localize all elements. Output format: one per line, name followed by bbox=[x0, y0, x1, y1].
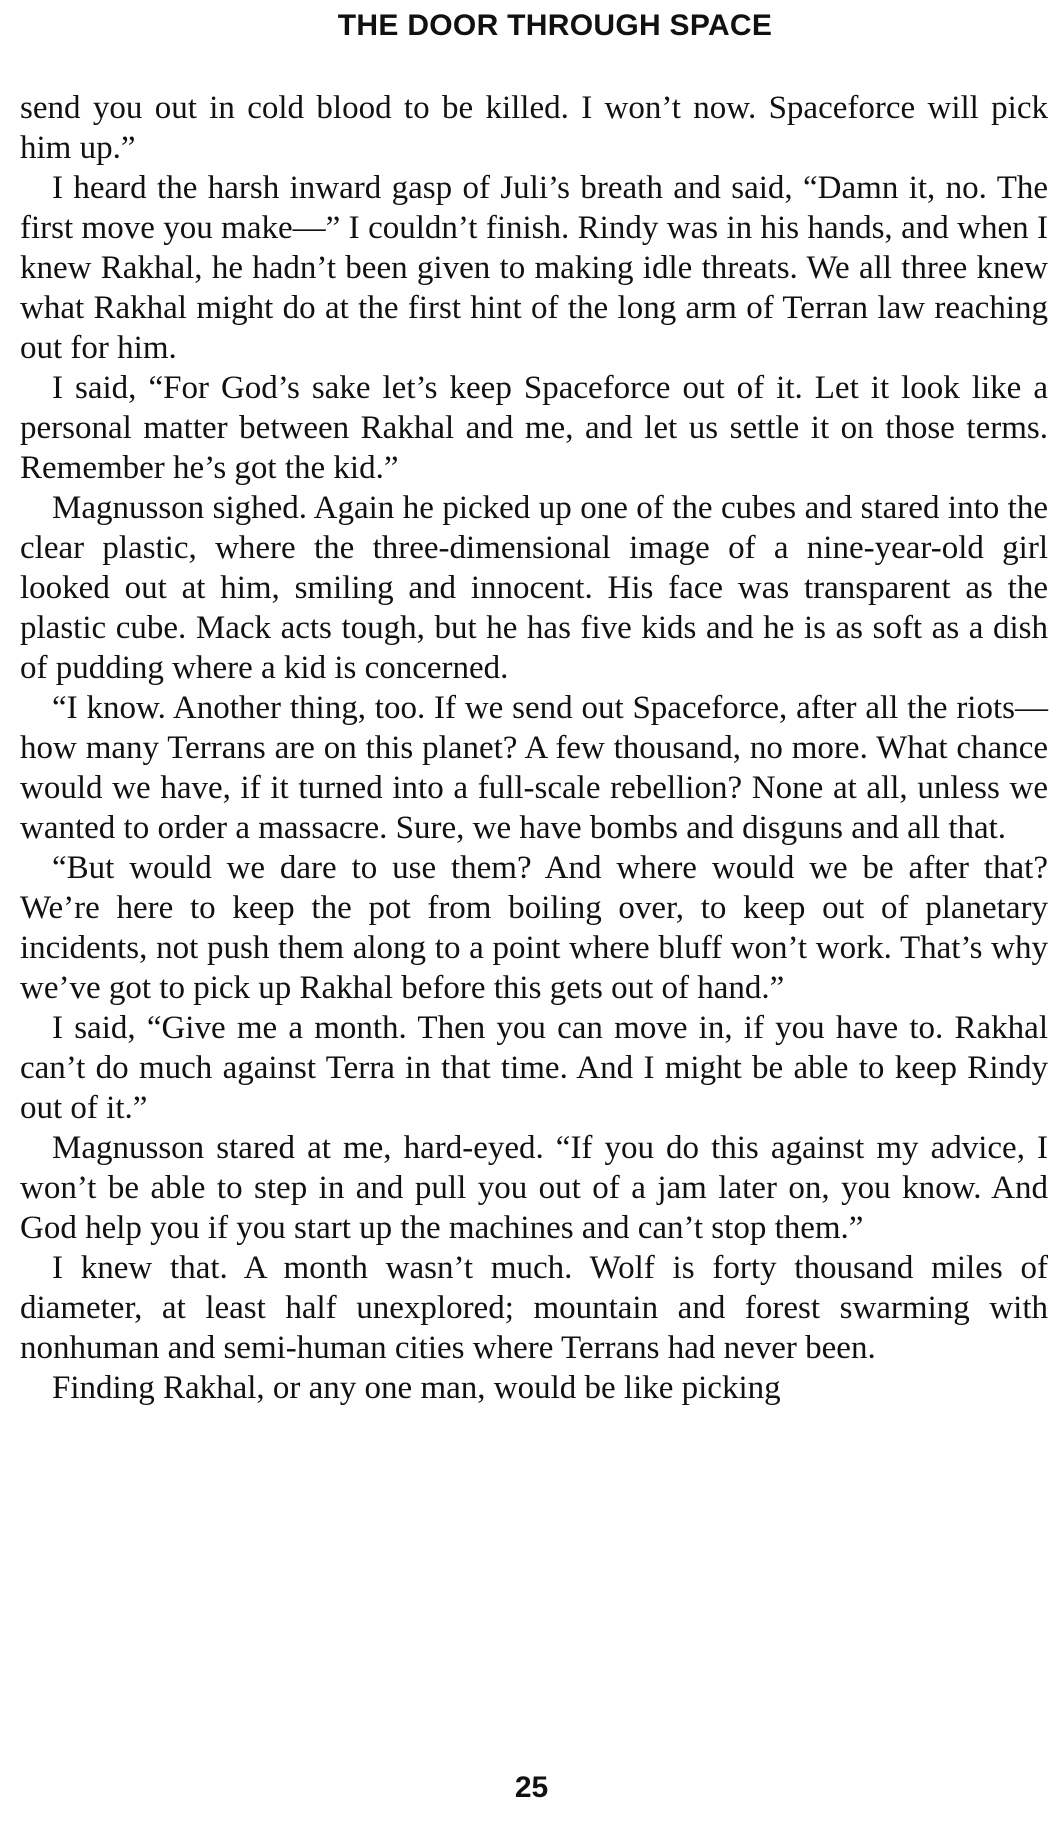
paragraph-2: I heard the harsh inward gasp of Juli’s breath and said, “Damn it, no. The first move you make—” I couldn’t finish. Rindy was in his hands, and when I knew Rakhal, he hadn’t been given to making idle threats. We all three knew what Rakhal might do at the first hint of the long arm of Terran law reaching out for him. bbox=[20, 170, 1048, 366]
paragraph-5: “I know. Another thing, too. If we send out Spaceforce, after all the riots—how many Terrans are on this planet? A few thousand, no more. What chance would we have, if it turned into a full-scale rebellion? None at all, unless we wanted to order a massacre. Sure, we have bombs and disguns and all that. bbox=[20, 690, 1048, 846]
page-number: 25 bbox=[514, 1771, 549, 1804]
paragraph-1: send you out in cold blood to be killed. I won’t now. Spaceforce will pick him up.” bbox=[20, 90, 1048, 166]
paragraph-9: I knew that. A month wasn’t much. Wolf is forty thousand miles of diameter, at least half unexplored; mountain and forest swarming with nonhuman and semi-human cities where Terrans had never been. bbox=[20, 1250, 1048, 1366]
running-head: THE DOOR THROUGH SPACE bbox=[337, 9, 773, 42]
paragraph-6: “But would we dare to use them? And where would we be after that? We’re here to keep the pot from boiling over, to keep out of planetary incidents, not push them along to a point where bluff won’t work. That’s why we’ve got to pick up Rakhal before this gets out of hand.” bbox=[20, 850, 1048, 1006]
paragraph-7: I said, “Give me a month. Then you can move in, if you have to. Rakhal can’t do much against Terra in that time. And I might be able to keep Rindy out of it.” bbox=[20, 1010, 1048, 1126]
paragraph-3: I said, “For God’s sake let’s keep Spaceforce out of it. Let it look like a personal matter between Rakhal and me, and let us settle it on those terms. Remember he’s got the kid.” bbox=[20, 370, 1048, 486]
paragraph-4: Magnusson sighed. Again he picked up one of the cubes and stared into the clear plastic, where the three-dimensional image of a nine-year-old girl looked out at him, smiling and innocent. His face was transparent as the plastic cube. Mack acts tough, but he has five kids and he is as soft as a dish of pudding where a kid is concerned. bbox=[20, 490, 1048, 686]
paragraph-10: Finding Rakhal, or any one man, would be like picking bbox=[52, 1370, 781, 1406]
paragraph-8: Magnusson stared at me, hard-eyed. “If you do this against my advice, I won’t be able to step in and pull you out of a jam later on, you know. And God help you if you start up the machines and can’t stop them.” bbox=[20, 1130, 1048, 1246]
body-text bbox=[20, 88, 1048, 1408]
